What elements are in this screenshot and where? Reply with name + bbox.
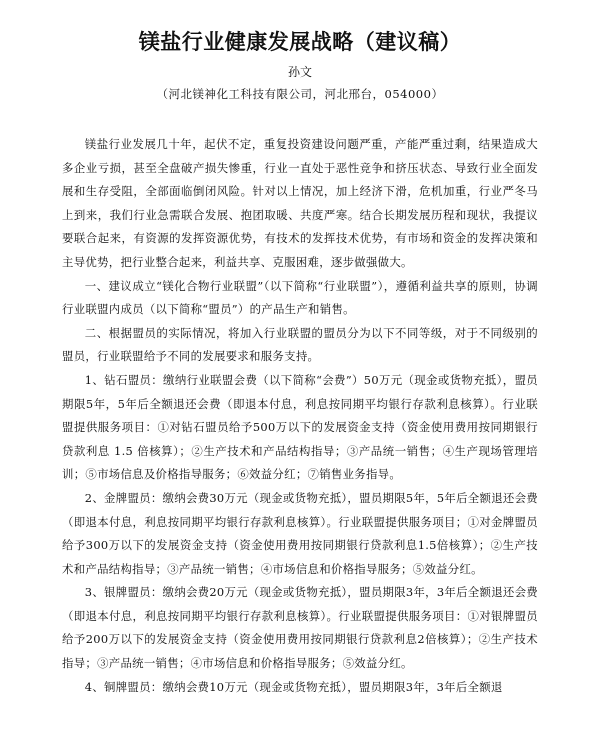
paragraph-proposal-1: 一、建议成立“镁化合物行业联盟”（以下简称“行业联盟”），遵循利益共享的原则，协调行业联盟内成员（以下简称“盟员”）的产品生产和销售。 xyxy=(62,278,538,317)
paragraph-bronze-member: 4、铜牌盟员：缴纳会费10万元（现金或货物充抵），盟员期限3年，3年后全额退 xyxy=(84,679,503,694)
author-name: 孙文 xyxy=(287,65,312,79)
paragraph-intro: 镁盐行业发展几十年，起伏不定，重复投资建设问题严重，产能严重过剩，结果造成大多企业亏损，甚至全盘破产损失惨重，行业一直处于恶性竞争和挤压状态、导致行业全面发展和生存受阻，全部面临倒闭风险。针对以上情况，加上经济下滑，危机加重，行业严冬马上到来，我们行业急需联合发展、抱团取暖、共度严寒。结合长期发展历程和现状，我提议要联合起来，有资源的发挥资源优势，有技术的发挥技术优势，有市场和资金的发挥决策和主导优势，把行业整合起来，利益共享、克服困难，逐步做强做大。 xyxy=(62,137,538,269)
paragraph-silver-member: 3、银牌盟员：缴纳会费20万元（现金或货物充抵），盟员期限3年，3年后全额退还会费（即退本付息，利息按同期平均银行存款利息核算）。行业联盟提供服务项目：①对银牌盟员给予200万以下的发展资金支持（资金使用费用按同期银行贷款利息2倍核算）；②生产技术指导；③产品统一销售；④市场信息和价格指导服务；⑤效益分红。 xyxy=(62,585,538,671)
paragraph-proposal-2: 二、根据盟员的实际情况，将加入行业联盟的盟员分为以下不同等级，对于不同级别的盟员，行业联盟给予不同的发展要求和服务支持。 xyxy=(62,325,538,364)
document-title: 镁盐行业健康发展战略（建议稿） xyxy=(138,30,462,54)
author-affiliation: （河北镁神化工科技有限公司，河北邢台，054000） xyxy=(156,87,444,101)
document-body xyxy=(62,133,538,699)
paragraph-diamond-member: 1、钻石盟员：缴纳行业联盟会费（以下简称“会费”）50万元（现金或货物充抵），盟员期限5年，5年后全额退还会费（即退本付息，利息按同期平均银行存款利息核算）。行业联盟提供服务项目：①对钻石盟员给予500万以下的发展资金支持（资金使用费用按同期银行贷款利息 1.5 倍核算）；②生产技术和产品结构指导；③产品统一销售；④生产现场管理培训；⑤市场信息及价格指导服务；⑥效益分红；⑦销售业务指导。 xyxy=(62,372,538,482)
paragraph-gold-member: 2、金牌盟员：缴纳会费30万元（现金或货物充抵），盟员期限5年，5年后全额退还会费（即退本付息，利息按同期平均银行存款利息核算）。行业联盟提供服务项目；①对金牌盟员给予300万以下的发展资金支持（资金使用费用按同期银行贷款利息1.5倍核算）；②生产技术和产品结构指导；③产品统一销售；④市场信息和价格指导服务；⑤效益分红。 xyxy=(62,490,538,576)
